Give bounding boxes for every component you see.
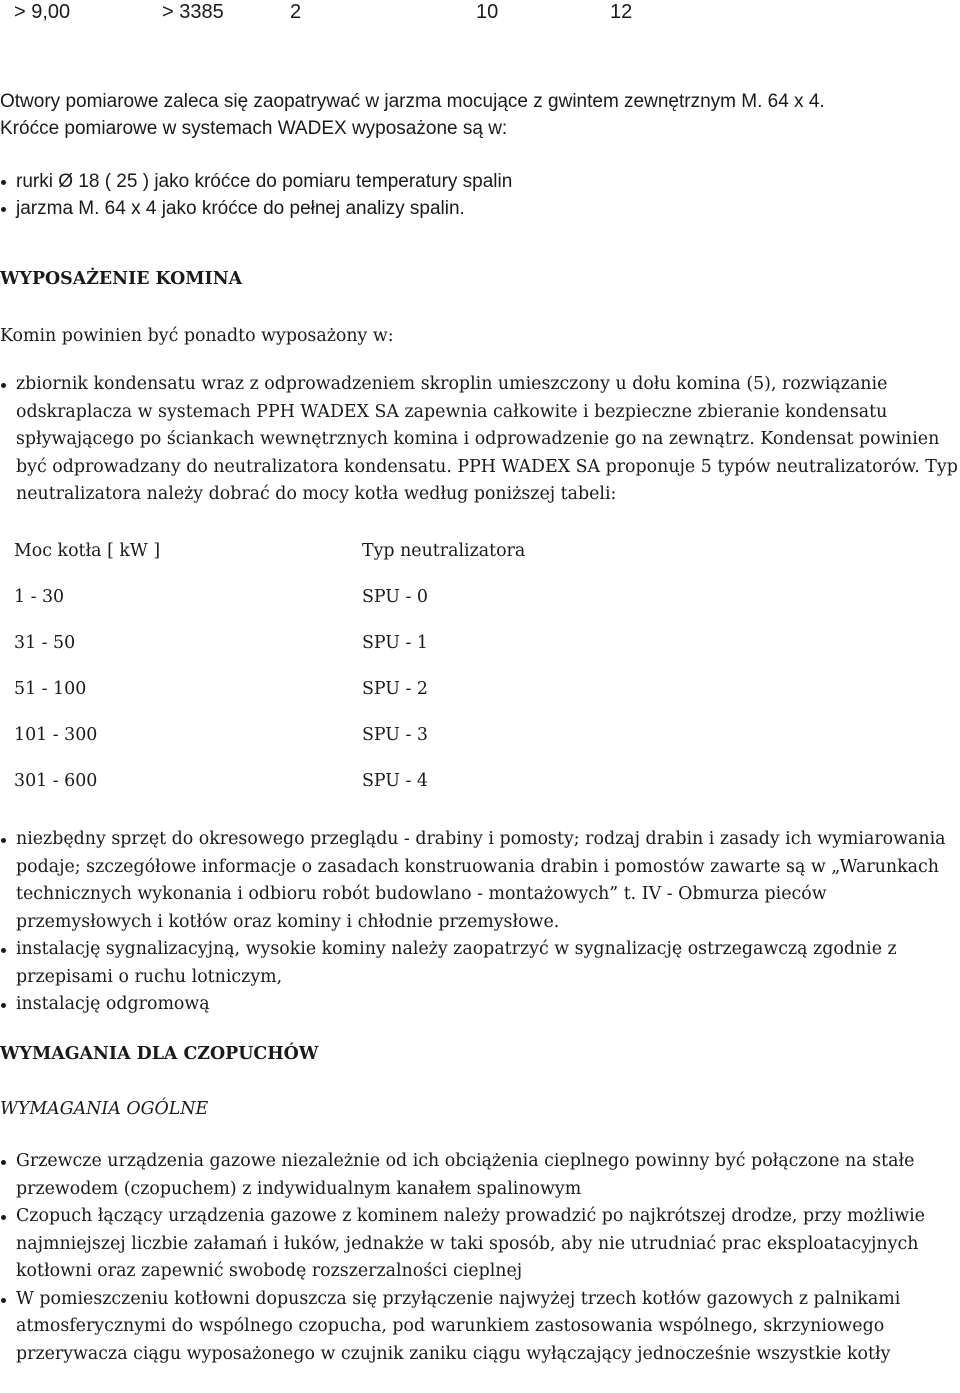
table-row [14, 584, 614, 630]
section-heading-czopuch: WYMAGANIA DLA CZOPUCHÓW [0, 1044, 319, 1064]
section-heading-komina: WYPOSAŻENIE KOMINA [0, 269, 243, 289]
table-cell: 101 - 300 [14, 725, 98, 745]
list-item: niezbędny sprzęt do okresowego przeglądu - drabiny i pomosty; rodzaj drabin i zasady ich wymiarowania podaje; szczegółowe informacje o zasadach konstruowania drabin i pomostów zawarte są w „Warunkach technicznych wykonania i odbioru robót budowlano - montażowych” t. IV - Obmurza pieców przemysłowych i kotłów oraz kominy i chłodnie przemysłowe. [0, 826, 960, 936]
section-intro: Komin powinien być ponadto wyposażony w: [0, 326, 394, 346]
list-item: W pomieszczeniu kotłowni dopuszcza się przyłączenie najwyżej trzech kotłów gazowych z palnikami atmosferycznymi do wspólnego czopucha, pod warunkiem zastosowania wspólnego, skrzyniowego przerywacza ciągu wyposażonego w czujnik zaniku ciągu wyłączający jednocześnie wszystkie kotły [0, 1286, 960, 1369]
intro-line: Króćce pomiarowe w systemach WADEX wyposażone są w: [0, 118, 508, 139]
list-item: Czopuch łączący urządzenia gazowe z kominem należy prowadzić po najkrótszej drodze, przy możliwie najmniejszej liczbie załamań i łuków, jednakże w taki sposób, aby nie utrudniać prac eksploatacyjnych kotłowni oraz zapewnić swobodę rozszerzalności cieplnej [0, 1203, 960, 1286]
table-row [14, 630, 614, 676]
table-cell: SPU - 4 [362, 771, 428, 791]
list-item: rurki Ø 18 ( 25 ) jako króćce do pomiaru temperatury spalin [0, 168, 960, 195]
table-header-row [14, 538, 614, 584]
table-cell: 51 - 100 [14, 679, 87, 699]
table-header: Moc kotła [ kW ] [14, 541, 161, 561]
equipment-list [0, 371, 960, 509]
table-row [14, 768, 614, 814]
table-cell: 301 - 600 [14, 771, 98, 791]
table-cell: 12 [610, 1, 633, 23]
table-cell: > 3385 [162, 1, 224, 23]
table-cell: 2 [290, 1, 302, 23]
table-cell: 10 [476, 1, 499, 23]
intro-paragraph [0, 88, 960, 142]
intro-line: Otwory pomiarowe zaleca się zaopatrywać w jarzma mocujące z gwintem zewnętrznym M. 64 x 4. [0, 91, 825, 112]
list-item: Grzewcze urządzenia gazowe niezależnie od ich obciążenia cieplnego powinny być połączone na stałe przewodem (czopuchem) z indywidualnym kanałem spalinowym [0, 1148, 960, 1203]
section-subheading: WYMAGANIA OGÓLNE [0, 1099, 209, 1119]
requirements-list [0, 1148, 960, 1368]
list-item: instalację sygnalizacyjną, wysokie kominy należy zaopatrzyć w sygnalizację ostrzegawczą zgodnie z przepisami o ruchu lotniczym, [0, 936, 960, 991]
table-cell: > 9,00 [14, 1, 71, 23]
list-item: jarzma M. 64 x 4 jako króćce do pełnej analizy spalin. [0, 195, 960, 222]
neutralizer-table [14, 538, 614, 814]
table-header: Typ neutralizatora [362, 541, 526, 561]
table-cell: SPU - 1 [362, 633, 428, 653]
table-cell: SPU - 3 [362, 725, 428, 745]
measurement-list [0, 168, 960, 222]
table-cell: 1 - 30 [14, 587, 65, 607]
list-item: instalację odgromową [0, 991, 960, 1019]
list-item: zbiornik kondensatu wraz z odprowadzeniem skroplin umieszczony u dołu komina (5), rozwiązanie odskraplacza w systemach PPH WADEX SA zapewnia całkowite i bezpieczne zbieranie kondensatu spływającego po ściankach wewnętrznych komina i odprowadzenie go na zewnątrz. Kondensat powinien być odprowadzany do neutralizatora kondensatu. PPH WADEX SA proponuje 5 typów neutralizatorów. Typ neutralizatora należy dobrać do mocy kotła według poniższej tabeli: [0, 371, 960, 509]
table-cell: SPU - 0 [362, 587, 428, 607]
table-row [14, 722, 614, 768]
table-cell: 31 - 50 [14, 633, 76, 653]
table-row [14, 676, 614, 722]
table-cell: SPU - 2 [362, 679, 428, 699]
equipment-list-continued [0, 826, 960, 1019]
